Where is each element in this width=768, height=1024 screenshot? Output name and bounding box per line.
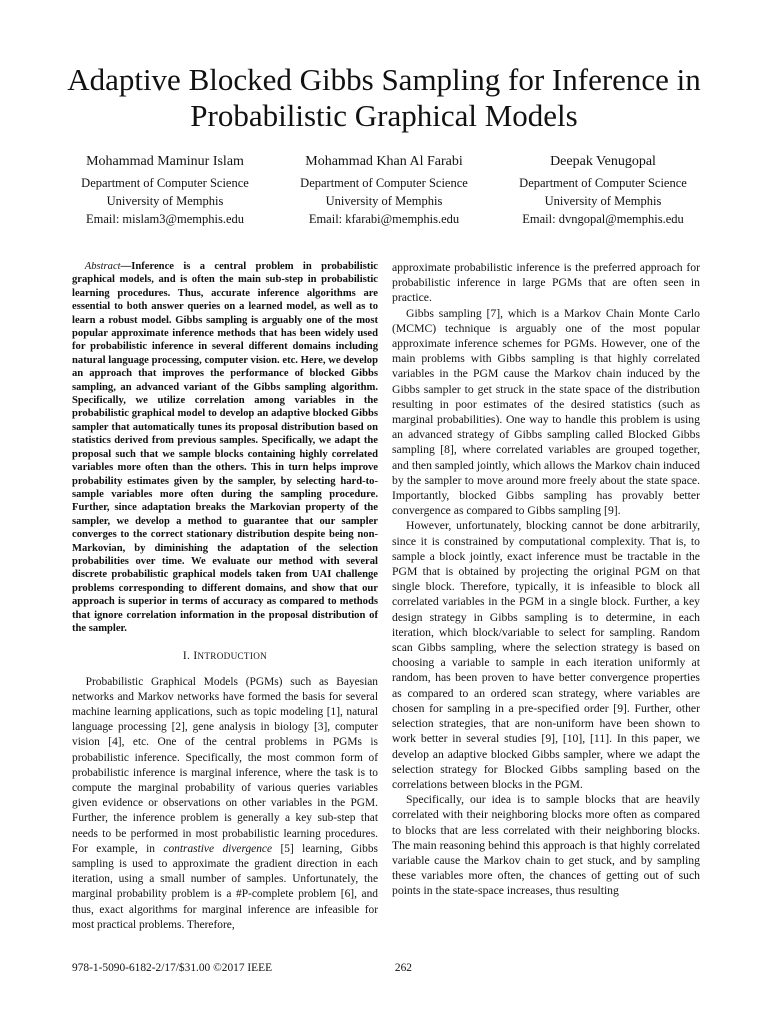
author-name: Mohammad Maminur Islam [86, 154, 244, 169]
copyright-notice: 978-1-5090-6182-2/17/$31.00 ©2017 IEEE [72, 962, 273, 974]
author-3 [498, 152, 708, 228]
right-column [392, 260, 700, 899]
page-footer [72, 962, 412, 974]
section-title-rest: NTRODUCTION [197, 651, 268, 662]
abstract-label: Abstract [84, 261, 121, 272]
intro-paragraph-3: However, unfortunately, blocking cannot be done arbitrarily, since it is constrained by computational complexity. That is, to sample a block jointly, exact inference must be tractable in the PGM that is obtained by projecting the original PGM on that single block. Therefore, typically, it is infeasible to block all correlated variables in the PGM in a single block. Further, a key design strategy in Gibbs sampling is to determine, in each iteration, which block/variable to select for sampling. Random scan Gibbs sampling, where the selection strategy is based on choosing a variable to sample in each iteration uniformly at random, has been proven to have better convergence properties as compared to an ordered scan strategy, where variables are chosen for sampling in a pre-specified order [9]. Further, other selection strategies, that are non-uniform have been shown to work better in several studies [9], [10], [11]. In this paper, we develop an adaptive blocked Gibbs sampler, where we adapt the selection strategy for Blocked Gibbs sampling based on the correlations between blocks in the PGM. [392, 519, 700, 791]
author-univ: University of Memphis [544, 194, 662, 208]
intro-paragraph-1 [72, 675, 378, 933]
intro-text-part-1: Probabilistic Graphical Models (PGMs) such as Bayesian networks and Markov networks have formed the basis for several machine learning applications, such as topic modeling [1], natural language processing [2], gene analysis in biology [3], computer vision [4], etc. One of the central problems in PGMs is probabilistic inference. Specifically, the most common form of probabilistic inference is marginal inference, where the task is to compute the marginal probability of various queries variables given evidence or observations on other variables in the PGM. Further, the inference problem is generally a key sub-step that needs to be performed in most probabilistic learning procedures. For example, in [72, 675, 378, 855]
author-email: Email: dvngopal@memphis.edu [522, 212, 684, 226]
intro-text-part-2: [5] learning, Gibbs sampling is used to approximate the gradient direction in each iteration, using a small number of samples. Unfortunately, the marginal probability problem is a #P-complete problem [6], and thus, exact algorithms for marginal inference are infeasible for most practical problems. Therefore, [72, 842, 378, 931]
author-2 [279, 152, 489, 228]
author-univ: University of Memphis [325, 194, 443, 208]
page-number: 262 [394, 962, 412, 974]
author-dept: Department of Computer Science [81, 176, 249, 190]
author-block [60, 152, 708, 228]
abstract [72, 260, 378, 635]
intro-paragraph-continued: approximate probabilistic inference is the preferred approach for probabilistic inference in large PGMs that are often seen in practice. [392, 261, 700, 305]
section-first-letter: I [193, 650, 198, 663]
author-dept: Department of Computer Science [300, 176, 468, 190]
intro-paragraph-4: Specifically, our idea is to sample blocks that are heavily correlated with their neighboring blocks more often as compared to blocks that are less correlated with their neighboring blocks. The main reasoning behind this approach is that highly correlated variable cause the Markov chain to get stuck, and by sampling these variables more often, the chances of getting out of such points in the state-space increases, thus resulting [392, 793, 700, 898]
author-name: Mohammad Khan Al Farabi [305, 154, 463, 169]
intro-emphasis: contrastive divergence [163, 842, 273, 855]
author-univ: University of Memphis [106, 194, 224, 208]
intro-paragraph-2: Gibbs sampling [7], which is a Markov Chain Monte Carlo (MCMC) technique is arguably one of the most popular approximate inference schemes for PGMs. However, one of the main problems with Gibbs sampling is that highly correlated variables in the PGM cause the Markov chain induced by the Gibbs sampler to get struck in the state space of the distribution resulting in poor estimates of the desired statistics (such as marginal probabilities). One way to handle this problem is using an advanced strategy of Gibbs sampling called Blocked Gibbs sampling [8], where correlated variables are grouped together, and then sampled jointly, which allows the Markov chain induced by the sampler to move around more freely about the state space. Importantly, blocked Gibbs sampling has provably better convergence as compared to Gibbs sampling [9]. [392, 306, 700, 518]
author-dept: Department of Computer Science [519, 176, 687, 190]
author-email: Email: kfarabi@memphis.edu [308, 212, 460, 226]
author-email: Email: mislam3@memphis.edu [85, 212, 245, 226]
abstract-text: —Inference is a central problem in probabilistic graphical models, and is often the main sub-step in probabilistic learning procedures. Thus, accurate inference algorithms are essential to both answer queries on a learned model, as well as to learn a robust model. Gibbs sampling is arguably one of the most popular approximate inference methods that has been widely used for probabilistic inference in several different domains including natural language processing, computer vision. etc. Here, we develop an approach that improves the performance of blocked Gibbs sampling, an advanced variant of the Gibbs sampling algorithm. Specifically, we utilize correlation among variables in the probabilistic graphical model to develop an adaptive blocked Gibbs sampler that automatically tunes its proposal distribution based on statistics derived from previous samples. Specifically, we adapt the proposal such that we sample blocks containing highly correlated variables more often than the others. This in turn helps improve probability estimates given by the sampler, by selecting hard-to-sample variables more often during the sampling procedure. Further, since adaptation breaks the Markovian property of the sampler, we develop a method to guarantee that our sampler converges to the correct stationary distribution despite being non-Markovian, by diminishing the adaptation of the selection probabilities over time. We evaluate our method with several discrete probabilistic graphical models taken from UAI challenge problems corresponding to different domains, and show that our approach is superior in terms of accuracy as compared to methods that ignore correlation information in the proposal distribution of the sampler. [72, 261, 378, 634]
paper-title: Adaptive Blocked Gibbs Sampling for Inference in Probabilistic Graphical Models [67, 62, 701, 133]
author-1 [60, 152, 270, 228]
section-number: I. [182, 650, 191, 663]
author-name: Deepak Venugopal [550, 154, 656, 169]
section-heading-introduction [72, 649, 378, 664]
left-column [72, 260, 378, 933]
